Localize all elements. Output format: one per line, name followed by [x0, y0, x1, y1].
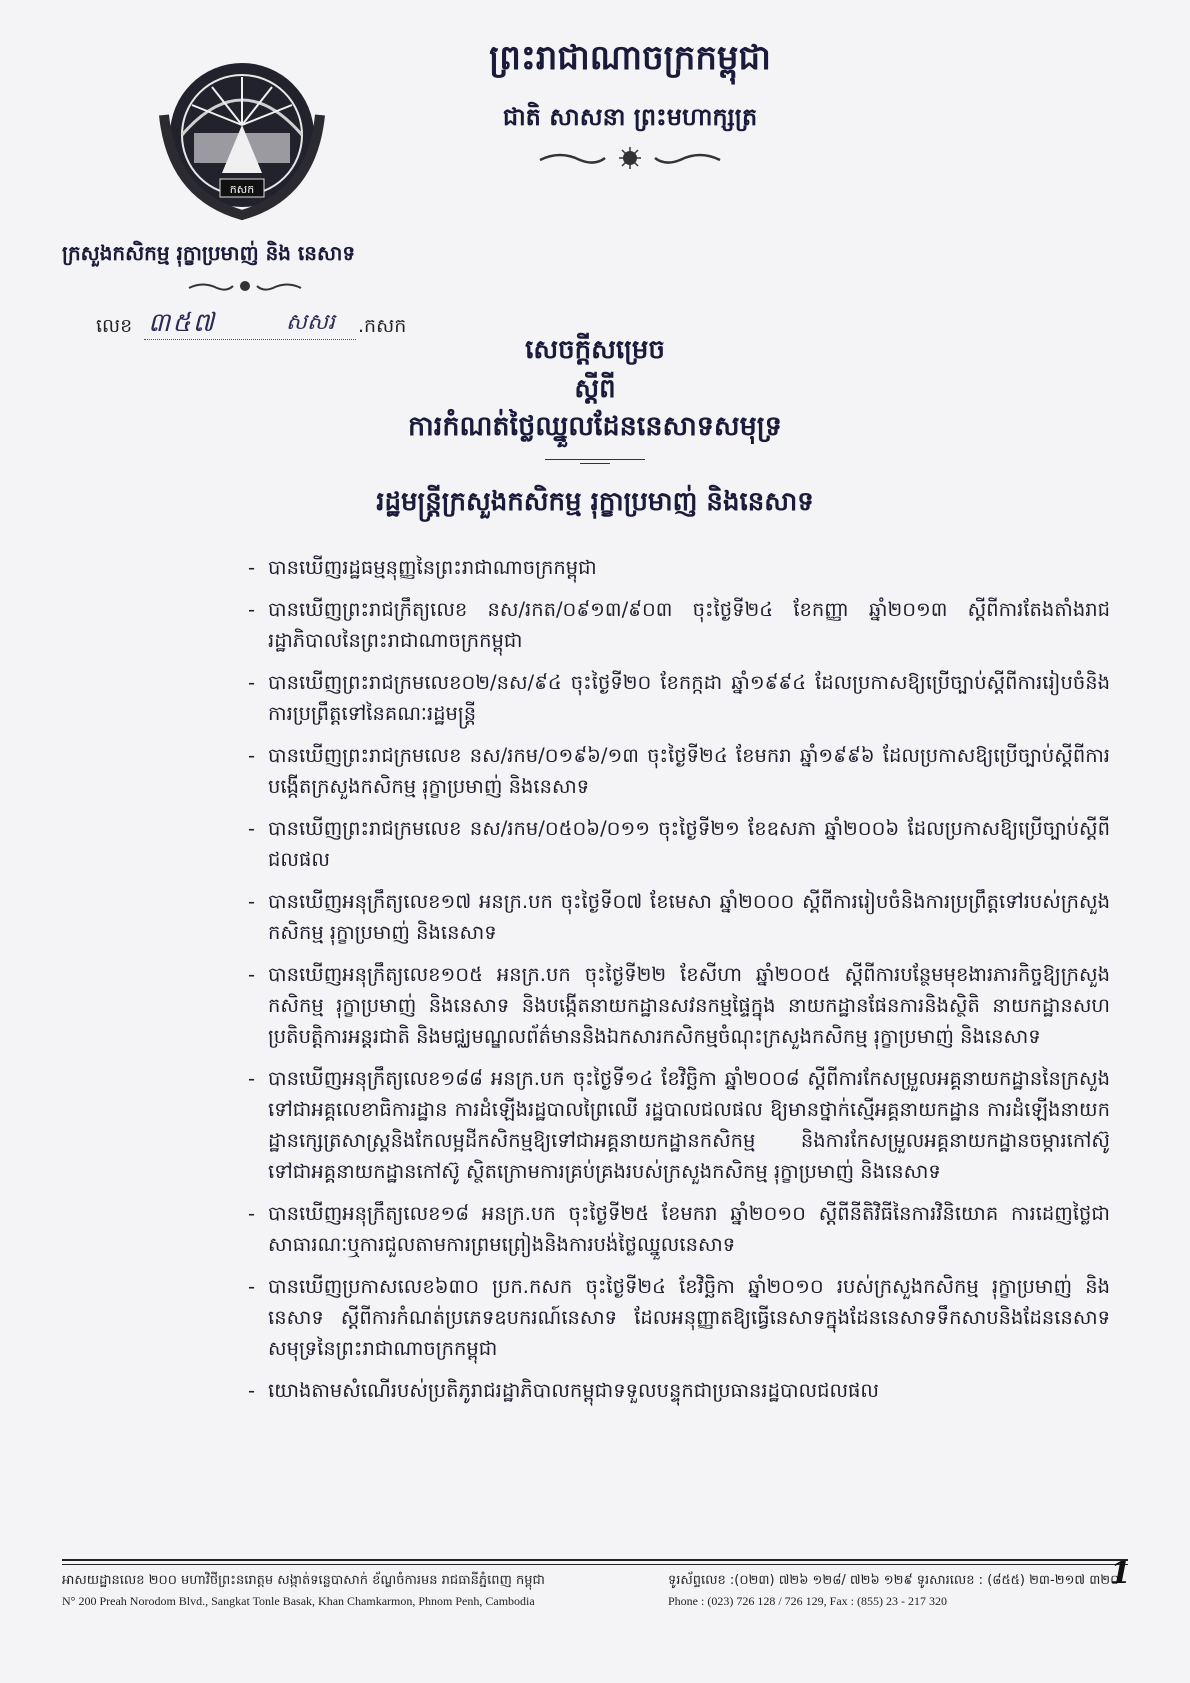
preamble-list	[248, 552, 1110, 1417]
emblem-label: កសក	[229, 183, 255, 196]
national-motto: ជាតិ សាសនា ព្រះមហាក្សត្រ	[502, 102, 758, 131]
page-number: 1	[1110, 1556, 1131, 1591]
list-item-text: បានឃើញព្រះរាជក្រមលេខ នស/រកម/០៥០៦/០១១ ចុះថ្ងៃទី២១ ខែឧសភា ឆ្នាំ២០០៦ ដែលប្រកាសឱ្យប្រើច្បាប់ស្តីពីជលផល	[268, 817, 1110, 871]
list-item	[248, 886, 1110, 948]
list-bullet: -	[248, 744, 256, 767]
list-bullet: -	[248, 671, 256, 694]
title-divider-short	[580, 463, 610, 464]
footer-address-khmer: អាសយដ្ឋានលេខ ២០០ មហាវិថីព្រះនរោត្តម សង្កាត់ទន្លេបាសាក់ ខ័ណ្ឌចំការមន រាជធានីភ្នំពេញ កម្ពុជា	[62, 1573, 545, 1588]
ornament-divider-icon	[535, 146, 725, 170]
footer-rule-thin	[62, 1564, 1128, 1565]
footer-phone-english: Phone : (023) 726 128 / 726 129, Fax : (855) 23 - 217 320	[668, 1594, 947, 1608]
list-item-text: បានឃើញព្រះរាជក្រមលេខ នស/រកម/០១៩៦/១៣ ចុះថ្ងៃទី២៤ ខែមករា ឆ្នាំ១៩៩៦ ដែលប្រកាសឱ្យប្រើច្បាប់ស្តីពីការបង្កើតក្រសួងកសិកម្ម រុក្ខាប្រមាញ់ និងនេសាទ	[268, 744, 1110, 798]
ornament-small-icon	[185, 277, 305, 295]
list-item-text: បានឃើញអនុក្រឹត្យលេខ១០៥ អនក្រ.បក ចុះថ្ងៃទី២២ ខែសីហា ឆ្នាំ២០០៥ ស្តីពីការបន្ថែមមុខងារភារកិច្ចឱ្យក្រសួងកសិកម្ម រុក្ខាប្រមាញ់ និងនេសាទ និងបង្កើតនាយកដ្ឋានសវនកម្មផ្ទៃក្នុង នាយកដ្ឋានផែនការនិងស្ថិតិ នាយកដ្ឋានសហប្រតិបត្តិការអន្តរជាតិ និងមជ្ឈមណ្ឌលព័ត៌មាននិងឯកសារកសិកម្មចំណុះក្រសួងកសិកម្ម រុក្ខាប្រមាញ់ និងនេសាទ	[268, 963, 1110, 1048]
ref-suffix-handwritten: សសរ	[286, 310, 335, 335]
list-item-text: បានឃើញប្រកាសលេខ៦៣០ ប្រក.កសក ចុះថ្ងៃទី២៤ ខែវិច្ឆិកា ឆ្នាំ២០១០ របស់ក្រសួងកសិកម្ម រុក្ខាប្រមាញ់ និងនេសាទ ស្តីពីការកំណត់ប្រភេទឧបករណ៍នេសាទ ដែលអនុញ្ញាតឱ្យធ្វើនេសាទក្នុងដែននេសាទទឹកសាបនិងដែននេសាទសមុទ្រនៃព្រះរាជាណាចក្រកម្ពុជា	[268, 1275, 1110, 1360]
list-item	[248, 1375, 1110, 1406]
footer-rule	[62, 1559, 1128, 1561]
list-bullet: -	[248, 556, 256, 579]
list-bullet: -	[248, 963, 256, 986]
list-item	[248, 1063, 1110, 1187]
list-item	[248, 1271, 1110, 1364]
list-item	[248, 813, 1110, 875]
title-divider	[545, 459, 645, 460]
list-bullet: -	[248, 1067, 256, 1090]
list-item	[248, 667, 1110, 729]
list-bullet: -	[248, 1275, 256, 1298]
list-item	[248, 552, 1110, 583]
list-bullet: -	[248, 890, 256, 913]
ref-number-handwritten: ៣៥៧	[148, 308, 216, 338]
footer-address-english: N° 200 Preah Norodom Blvd., Sangkat Tonle Basak, Khan Chamkarmon, Phnom Penh, Cambodia	[62, 1594, 535, 1608]
list-item-text: បានឃើញអនុក្រឹត្យលេខ១៨៨ អនក្រ.បក ចុះថ្ងៃទី១៤ ខែវិច្ឆិកា ឆ្នាំ២០០៨ ស្តីពីការកែសម្រួលអគ្គនាយកដ្ឋាននៃក្រសួងទៅជាអគ្គលេខាធិការដ្ឋាន ការដំឡើងរដ្ឋបាលព្រៃឈើ រដ្ឋបាលជលផល ឱ្យមានថ្នាក់ស្មើអគ្គនាយកដ្ឋាន ការដំឡើងនាយកដ្ឋានក្សេត្រសាស្ត្រនិងកែលម្អដីកសិកម្មឱ្យទៅជាអគ្គនាយកដ្ឋានកសិកម្ម និងការកែសម្រួលអគ្គនាយកដ្ឋានចម្ការកៅស៊ូ ទៅជាអគ្គនាយកដ្ឋានកៅស៊ូ ស្ថិតក្រោមការគ្រប់គ្រងរបស់ក្រសួងកសិកម្ម រុក្ខាប្រមាញ់ និងនេសាទ	[268, 1067, 1110, 1183]
list-item	[248, 1198, 1110, 1260]
ref-office: .កសក	[358, 315, 407, 337]
footer-phone-khmer: ទូរស័ព្ទលេខ :(០២៣) ៧២៦ ១២៨/ ៧២៦ ១២៩ ទូរសារលេខ : (៨៥៥) ២៣-២១៧ ៣២០	[668, 1573, 1120, 1588]
list-item	[248, 594, 1110, 656]
list-bullet: -	[248, 598, 256, 621]
list-bullet: -	[248, 817, 256, 840]
list-item-text: យោងតាមសំណើរបស់ប្រតិភូរាជរដ្ឋាភិបាលកម្ពុជាទទួលបន្ទុកជាប្រធានរដ្ឋបាលជលផល	[268, 1379, 879, 1402]
list-item-text: បានឃើញព្រះរាជក្រឹត្យលេខ នស/រកត/០៩១៣/៩០៣ ចុះថ្ងៃទី២៤ ខែកញ្ញា ឆ្នាំ២០១៣ ស្តីពីការតែងតាំងរាជរដ្ឋាភិបាលនៃព្រះរាជាណាចក្រកម្ពុជា	[268, 598, 1110, 652]
issuing-authority: រដ្ឋមន្ត្រីក្រសួងកសិកម្ម រុក្ខាប្រមាញ់ និងនេសាទ	[376, 487, 814, 517]
list-bullet: -	[248, 1202, 256, 1225]
list-item-text: បានឃើញព្រះរាជក្រមលេខ០២/នស/៩៤ ចុះថ្ងៃទី២០ ខែកក្កដា ឆ្នាំ១៩៩៤ ដែលប្រកាសឱ្យប្រើច្បាប់ស្តីពីការរៀបចំនិងការប្រព្រឹត្តទៅនៃគណៈរដ្ឋមន្ត្រី	[268, 671, 1110, 725]
document-type: សេចក្តីសម្រេច	[525, 335, 665, 365]
ministry-name: ក្រសួងកសិកម្ម រុក្ខាប្រមាញ់ និង នេសាទ	[62, 241, 356, 265]
list-item-text: បានឃើញរដ្ឋធម្មនុញ្ញនៃព្រះរាជាណាចក្រកម្ពុជា	[268, 556, 597, 579]
list-item	[248, 740, 1110, 802]
list-item-text: បានឃើញអនុក្រឹត្យលេខ១៨ អនក្រ.បក ចុះថ្ងៃទី២៥ ខែមករា ឆ្នាំ២០១០ ស្តីពីនីតិវិធីនៃការវិនិយោគ ការដេញថ្លៃជាសាធារណៈឬការជួលតាមការព្រមព្រៀងនិងការបង់ថ្លៃឈ្នួលនេសាទ	[268, 1202, 1110, 1256]
list-bullet: -	[248, 1379, 256, 1402]
ref-label: លេខ	[96, 315, 133, 337]
kingdom-heading: ព្រះរាជាណាចក្រកម្ពុជា	[489, 38, 771, 78]
document-subject: ការកំណត់ថ្លៃឈ្នួលដែននេសាទសមុទ្រ	[408, 411, 782, 442]
document-about: ស្តីពី	[574, 374, 616, 404]
list-item-text: បានឃើញអនុក្រឹត្យលេខ១៧ អនក្រ.បក ចុះថ្ងៃទី០៧ ខែមេសា ឆ្នាំ២០០០ ស្តីពីការរៀបចំនិងការប្រព្រឹត្តទៅរបស់ក្រសួងកសិកម្ម រុក្ខាប្រមាញ់ និងនេសាទ	[268, 890, 1110, 944]
ministry-emblem-icon	[152, 55, 332, 225]
list-item	[248, 959, 1110, 1052]
